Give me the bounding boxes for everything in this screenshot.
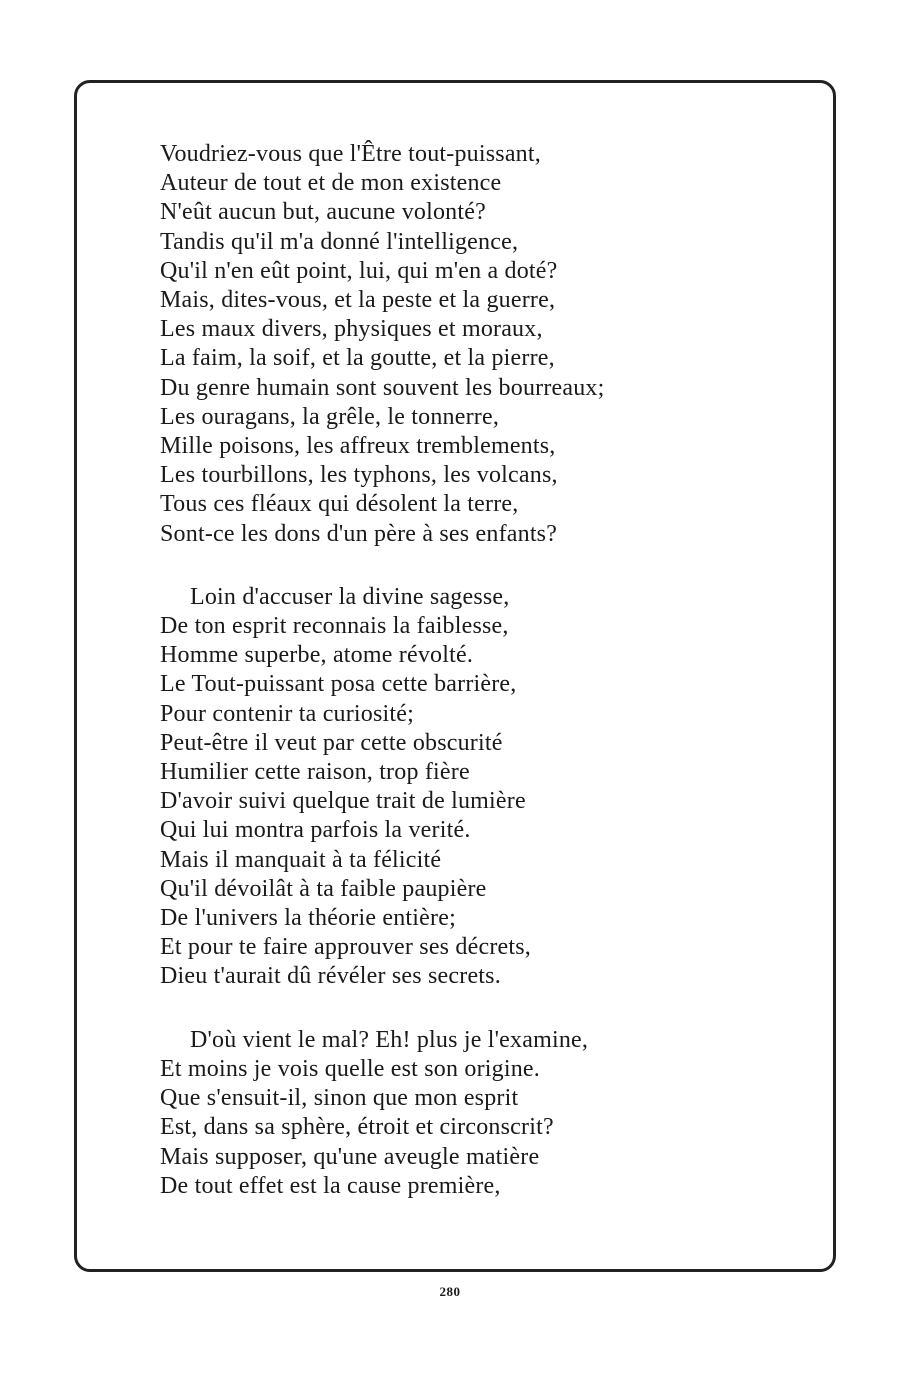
verse-line: Dieu t'aurait dû révéler ses secrets. — [160, 963, 501, 990]
verse-line: Homme superbe, atome révolté. — [160, 642, 474, 669]
verse-line: Mille poisons, les affreux tremblements, — [160, 433, 556, 460]
verse-line: Tous ces fléaux qui désolent la terre, — [160, 491, 519, 518]
stanza-gap — [160, 992, 780, 1026]
page-number: 280 — [439, 1284, 461, 1299]
stanza-gap — [160, 549, 780, 583]
verse-line: Que s'ensuit-il, sinon que mon esprit — [160, 1085, 519, 1112]
verse-line: Pour contenir ta curiosité; — [160, 700, 415, 727]
verse-line: Sont-ce les dons d'un père à ses enfants? — [160, 520, 558, 547]
stanza-2 — [160, 583, 780, 992]
verse-line: Qu'il dévoilât à ta faible paupière — [160, 875, 487, 902]
verse-line: Voudriez-vous que l'Être tout-puissant, — [160, 141, 541, 167]
stanza-1 — [160, 140, 780, 549]
verse-line: Tandis qu'il m'a donné l'intelligence, — [160, 228, 519, 255]
verse-line: De l'univers la théorie entière; — [160, 905, 456, 932]
verse-line: Mais il manquait à ta félicité — [160, 846, 442, 873]
verse-line: Humilier cette raison, trop fière — [160, 759, 470, 786]
verse-line: Du genre humain sont souvent les bourreaux; — [160, 374, 605, 401]
verse-line: De tout effet est la cause première, — [160, 1172, 501, 1199]
poem-body — [160, 140, 780, 1201]
verse-line: Peut-être il veut par cette obscurité — [160, 729, 503, 756]
verse-line: De ton esprit reconnais la faiblesse, — [160, 613, 509, 640]
verse-line: Et pour te faire approuver ses décrets, — [160, 934, 531, 961]
verse-line: Mais supposer, qu'une aveugle matière — [160, 1143, 540, 1170]
verse-line: Les tourbillons, les typhons, les volcans, — [160, 462, 558, 489]
verse-line: Le Tout-puissant posa cette barrière, — [160, 671, 517, 698]
verse-line: Les maux divers, physiques et moraux, — [160, 316, 543, 343]
verse-line: D'avoir suivi quelque trait de lumière — [160, 788, 526, 815]
verse-line: La faim, la soif, et la goutte, et la pierre, — [160, 345, 555, 372]
verse-line: Qu'il n'en eût point, lui, qui m'en a doté? — [160, 257, 558, 284]
verse-line: Loin d'accuser la divine sagesse, — [190, 583, 510, 610]
verse-line: Auteur de tout et de mon existence — [160, 170, 502, 197]
verse-line: Et moins je vois quelle est son origine. — [160, 1055, 540, 1082]
verse-line: Mais, dites-vous, et la peste et la guerre, — [160, 287, 556, 314]
verse-line: Est, dans sa sphère, étroit et circonscrit? — [160, 1114, 554, 1141]
verse-line: N'eût aucun but, aucune volonté? — [160, 199, 486, 226]
verse-line: Les ouragans, la grêle, le tonnerre, — [160, 403, 500, 430]
stanza-3 — [160, 1026, 780, 1201]
verse-line: Qui lui montra parfois la verité. — [160, 817, 471, 844]
verse-line: D'où vient le mal? Eh! plus je l'examine, — [190, 1026, 589, 1053]
